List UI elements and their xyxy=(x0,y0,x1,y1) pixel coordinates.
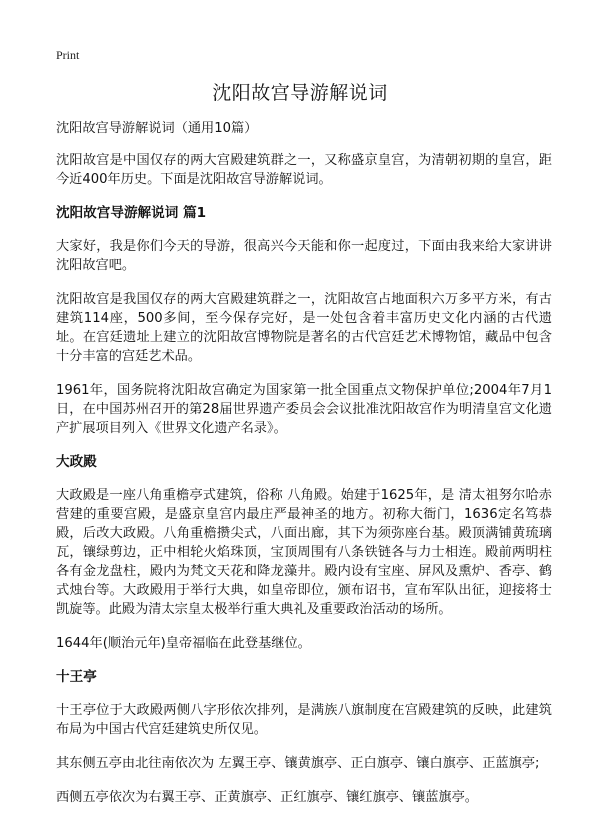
paragraph-west-pavilions: 西侧五亭依次为右翼王亭、正黄旗亭、正红旗亭、镶红旗亭、镶蓝旗亭。 xyxy=(56,790,478,805)
document-subtitle: 沈阳故宫导游解说词（通用10篇） xyxy=(56,121,258,136)
print-link[interactable]: Print xyxy=(56,48,80,62)
document-title: 沈阳故宫导游解说词 xyxy=(212,82,388,104)
paragraph-history: 1961年，国务院将沈阳故宫确定为国家第一批全国重点文物保护单位;2004年7月1日，在中国苏州召开的第28届世界遗产委员会会议批准沈阳故宫作为明清皇宫文化遗产扩展项目列入《世界文化遗产名录》。 xyxy=(56,383,552,436)
heading-shiwangting: 十王亭 xyxy=(56,669,97,685)
section-heading-1: 沈阳故宫导游解说词 篇1 xyxy=(56,205,207,221)
paragraph-greeting: 大家好，我是你们今天的导游，很高兴今天能和你一起度过，下面由我来给大家讲讲沈阳故宫吧。 xyxy=(56,239,552,273)
paragraph-coronation: 1644年(顺治元年)皇帝福临在此登基继位。 xyxy=(56,636,311,651)
paragraph-east-pavilions: 其东侧五亭由北往南依次为 左翼王亭、镶黄旗亭、正白旗亭、镶白旗亭、正蓝旗亭; xyxy=(56,756,540,771)
paragraph-shiwangting: 十王亭位于大政殿两侧八字形依次排列，是满族八旗制度在宫殿建筑的反映，此建筑布局为中国古代宫廷建筑史所仅见。 xyxy=(56,703,552,737)
document-body xyxy=(56,119,552,822)
paragraph-overview: 沈阳故宫是我国仅存的两大宫殿建筑群之一，沈阳故宫占地面积六万多平方米，有古建筑114座，500多间，至今保存完好，是一处包含着丰富历史文化内涵的古代遗址。在宫廷遗址上建立的沈阳故宫博物院是著名的古代宫廷艺术博物馆，藏品中包含十分丰富的宫廷艺术品。 xyxy=(56,292,552,364)
intro-paragraph: 沈阳故宫是中国仅存的两大宫殿建筑群之一，又称盛京皇宫，为清朝初期的皇宫，距今近400年历史。下面是沈阳故宫导游解说词。 xyxy=(56,153,552,187)
paragraph-dazhengdian: 大政殿是一座八角重檐亭式建筑，俗称 八角殿。始建于1625年，是 清太祖努尔哈赤营建的重要宫殿，是盛京皇宫内最庄严最神圣的地方。初称大衙门，1636定名笃恭殿，后改大政殿。八角重檐攒尖式，八面出廊，其下为须弥座台基。殿顶满铺黄琉璃瓦，镶绿剪边，正中相轮火焰珠顶，宝顶周围有八条铁链各与力士相连。殿前两明柱各有金龙盘柱，殿内为梵文天花和降龙藻井。殿内设有宝座、屏风及熏炉、香亭、鹤式烛台等。大政殿用于举行大典，如皇帝即位，颁布诏书，宣布军队出征，迎接将士凯旋等。此殿为清太宗皇太极举行重大典礼及重要政治活动的场所。 xyxy=(56,488,552,617)
heading-dazhengdian: 大政殿 xyxy=(56,454,97,470)
